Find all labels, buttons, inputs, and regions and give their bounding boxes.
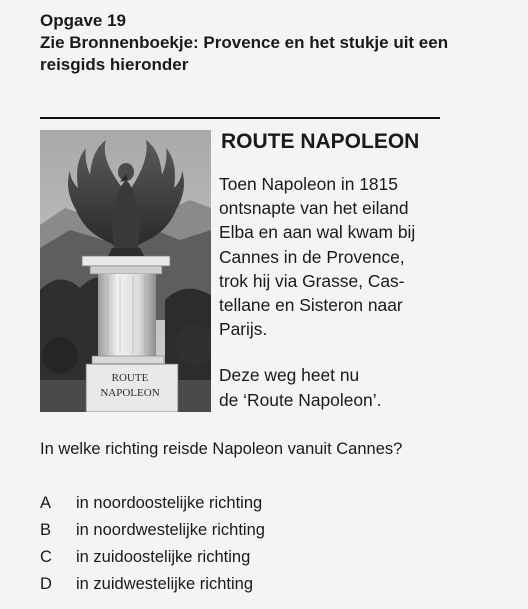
article-body xyxy=(219,172,489,412)
option-text: in noordwestelijke richting xyxy=(76,521,265,539)
route-napoleon-photo xyxy=(40,130,211,412)
divider-rule xyxy=(40,117,440,119)
article-text-line: Deze weg heet nu xyxy=(219,365,360,386)
answer-option-b[interactable] xyxy=(40,519,265,546)
article-text-line: Cannes in de Provence, xyxy=(219,246,405,267)
paragraph-gap xyxy=(219,341,489,363)
exercise-instruction-line-1: Zie Bronnenboekje: Provence en het stukje uit een xyxy=(40,33,449,52)
question-text: In welke richting reisde Napoleon vanuit Cannes? xyxy=(40,440,403,458)
exercise-title: Opgave 19 xyxy=(40,11,126,30)
answer-option-a[interactable] xyxy=(40,492,265,519)
option-text: in zuidwestelijke richting xyxy=(76,575,253,593)
article-text-line: Elba en aan wal kwam bij xyxy=(219,222,416,243)
article-text-line: ontsnapte van het eiland xyxy=(219,198,409,219)
option-letter: C xyxy=(40,548,52,566)
option-letter: A xyxy=(40,494,52,512)
answer-option-d[interactable] xyxy=(40,573,265,600)
option-text: in zuidoostelijke richting xyxy=(76,548,251,566)
exercise-instruction-line-2: reisgids hieronder xyxy=(40,55,189,74)
article-text-line: tellane en Sisteron naar xyxy=(219,295,403,316)
answer-options xyxy=(40,492,265,600)
article-title: ROUTE NAPOLEON xyxy=(221,130,420,153)
option-text: in noordoostelijke richting xyxy=(76,494,263,512)
option-letter: B xyxy=(40,521,52,539)
option-letter: D xyxy=(40,575,52,593)
exercise-heading xyxy=(40,10,520,76)
article-text-line: Toen Napoleon in 1815 xyxy=(219,174,398,194)
inscription-line-1: ROUTE xyxy=(111,372,149,384)
inscription-line-2: NAPOLEON xyxy=(100,387,160,399)
answer-option-c[interactable] xyxy=(40,546,265,573)
article-text-line: Parijs. xyxy=(219,319,268,340)
article-text-line: trok hij via Grasse, Cas- xyxy=(219,270,405,291)
article-text-line: de ‘Route Napoleon’. xyxy=(219,389,382,410)
